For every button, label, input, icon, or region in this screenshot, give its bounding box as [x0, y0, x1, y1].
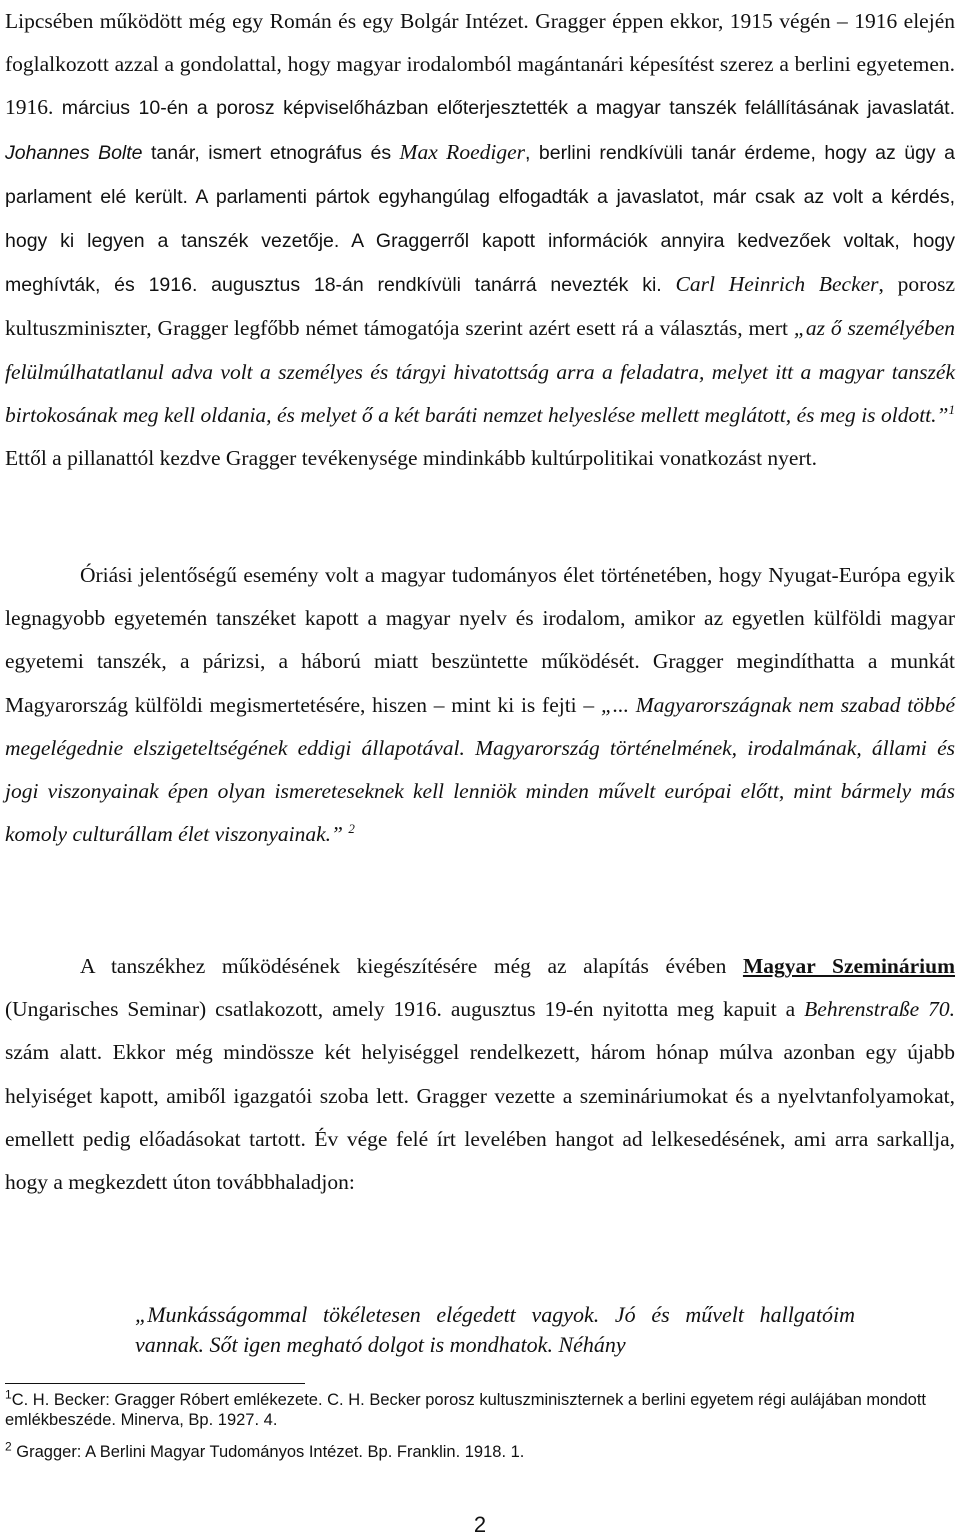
- footnote-2: [5, 1439, 955, 1462]
- text-segment: tanár, ismert etnográfus és: [150, 141, 392, 164]
- footnote-1: [5, 1387, 955, 1430]
- inline-quote: „az ő személyében felülmúlhatatlanul adva volt a személyes és tárgyi hivatottság arra a feladatra, melyet itt a magyar tanszék birtokosának meg kell oldania, és melyet ő a két baráti nemzet helyeslése mellett meglátott, és meg is oldott.”: [5, 316, 955, 427]
- paragraph-3: [5, 945, 955, 1204]
- footnote-number: 2: [5, 1439, 12, 1454]
- footnote-text: C. H. Becker: Gragger Róbert emlékezete. C. H. Becker porosz kultuszminiszternek a berlini egyetem régi aulájában mondott emlékbeszéde. Minerva, Bp. 1927. 4.: [5, 1391, 927, 1429]
- person-name: Johannes Bolte: [5, 141, 143, 164]
- footnote-number: 1: [5, 1387, 12, 1402]
- text-segment: szám alatt. Ekkor még mindössze két helyiséggel rendelkezett, három hónap múlva azonban egy újabb helyiséget kapott, amiből igazgatói szoba lett. Gragger vezette a szemináriumokat és a nyelvtanfolyamokat, emellett pedig előadásokat tartott. Év vége felé írt levelében hangot ad lelkesedésének, ami arra sarkallja, hogy a megkezdett úton továbbhaladjon:: [5, 1040, 955, 1195]
- text-segment: Lipcsében működött még egy Román és egy Bolgár Intézet. Gragger éppen ekkor, 1915 végén – 1916 elején foglalkozott azzal a gondolattal, hogy magyar irodalomból magántanári képesítést szerez a berlini egyetemen. 1916.: [5, 9, 955, 120]
- paragraph-1: [5, 0, 955, 480]
- highlighted-term: Magyar Szeminárium: [742, 954, 956, 978]
- text-segment: , berlini rendkívüli tanár érdeme, hogy az ügy a parlament elé került. A parlamenti pártok egyhangúlag elfogadták a javaslatot, már csak az volt a kérdés, hogy ki legyen a tanszék vezetője. A Graggerről kapott információk annyira kedvezőek voltak, hogy meghívták, és 1916. augusztus 18-án rendkívüli tanárrá nevezték ki.: [5, 141, 956, 297]
- text-segment: Óriási jelentőségű esemény volt a magyar tudományos élet történetében, hogy Nyugat-Európa egyik legnagyobb egyetemén tanszéket kapott a magyar nyelv és irodalom, amikor az egyetlen külföldi magyar egyetemi tanszék, a párizsi, a háború miatt beszüntette működését. Gragger megindíthatta a munkát Magyarország külföldi megismertetésére, hiszen – mint ki is fejti –: [5, 563, 955, 717]
- block-quote: „Munkásságommal tökéletesen elégedett vagyok. Jó és művelt hallgatóim vannak. Sőt igen megható dolgot is mondhatok. Néhány: [135, 1302, 855, 1357]
- street-address: Behrenstraße 70.: [804, 997, 955, 1022]
- person-name: Max Roediger: [399, 139, 525, 164]
- paragraph-2: [5, 554, 955, 856]
- footnote-divider: [5, 1383, 305, 1384]
- footnote-text: Gragger: A Berlini Magyar Tudományos Intézet. Bp. Franklin. 1918. 1.: [16, 1443, 525, 1461]
- text-segment: A tanszékhez működésének kiegészítésére még az alapítás évében: [80, 954, 727, 978]
- page-number: 2: [473, 1512, 487, 1537]
- text-segment: , porosz kultuszminiszter, Gragger legfőbb német támogatója szerint azért esett rá a választás, mert: [5, 272, 955, 341]
- footnote-ref-2: 2: [348, 821, 355, 837]
- text-segment: március 10-én a porosz képviselőházban előterjesztették a magyar tanszék felállításának javaslatát.: [61, 97, 955, 120]
- inline-quote: „... Magyarországnak nem szabad többé megelégednie elszigeteltségének eddigi állapotával. Magyarország történelmének, irodalmának, állami és jogi viszonyainak épen olyan ismereteseknek kell lenniök minden művelt európai előtt, mint bármely más komoly culturállam élet viszonyainak.”: [5, 692, 956, 847]
- person-name: Carl Heinrich Becker: [675, 272, 879, 297]
- text-segment: Ettől a pillanattól kezdve Gragger tevékenysége mindinkább kultúrpolitikai vonatkozást nyert.: [5, 446, 817, 471]
- text-segment: (Ungarisches Seminar) csatlakozott, amely 1916. augusztus 19-én nyitotta meg kapuit a: [5, 997, 796, 1022]
- footnote-ref-1: 1: [948, 401, 955, 417]
